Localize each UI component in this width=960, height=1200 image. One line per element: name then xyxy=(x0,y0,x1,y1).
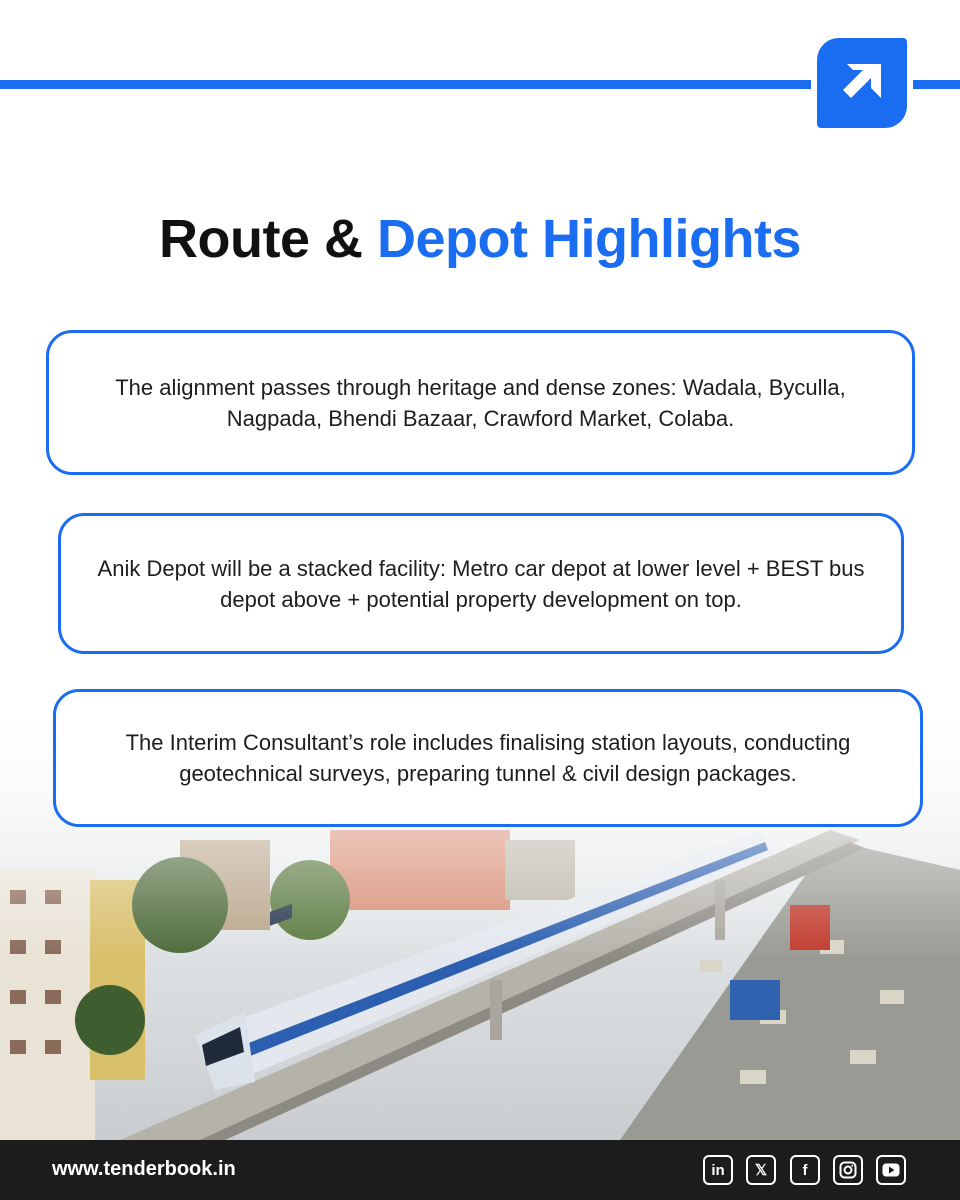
footer-bar xyxy=(0,1140,960,1200)
highlight-text-2: Anik Depot will be a stacked facility: Metro car depot at lower level + BEST bus depot above + potential property development on top. xyxy=(97,555,865,612)
highlight-card-2 xyxy=(58,513,904,654)
linkedin-icon[interactable] xyxy=(703,1155,733,1185)
website-link[interactable]: www.tenderbook.in xyxy=(52,1158,236,1180)
instagram-icon[interactable] xyxy=(833,1155,863,1185)
facebook-icon[interactable] xyxy=(790,1155,820,1185)
page-title xyxy=(0,208,960,270)
youtube-icon[interactable] xyxy=(876,1155,906,1185)
highlight-text-3: The Interim Consultant’s role includes finalising station layouts, conducting geotechnical surveys, preparing tunnel & civil design packages. xyxy=(125,730,851,786)
title-part-2: Depot Highlights xyxy=(377,209,801,269)
linkedin-glyph: in xyxy=(711,1161,725,1179)
highlight-card-3 xyxy=(53,689,923,827)
highlight-text-1: The alignment passes through heritage and dense zones: Wadala, Byculla, Nagpada, Bhendi Bazaar, Crawford Market, Colaba. xyxy=(115,374,846,431)
x-icon[interactable] xyxy=(746,1155,776,1185)
top-accent-line xyxy=(0,80,960,89)
x-glyph: 𝕏 xyxy=(754,1162,768,1179)
highlight-card-1 xyxy=(46,330,915,475)
title-part-1: Route & xyxy=(159,209,378,269)
brand-logo-icon xyxy=(817,38,907,128)
facebook-glyph: f xyxy=(802,1161,808,1179)
